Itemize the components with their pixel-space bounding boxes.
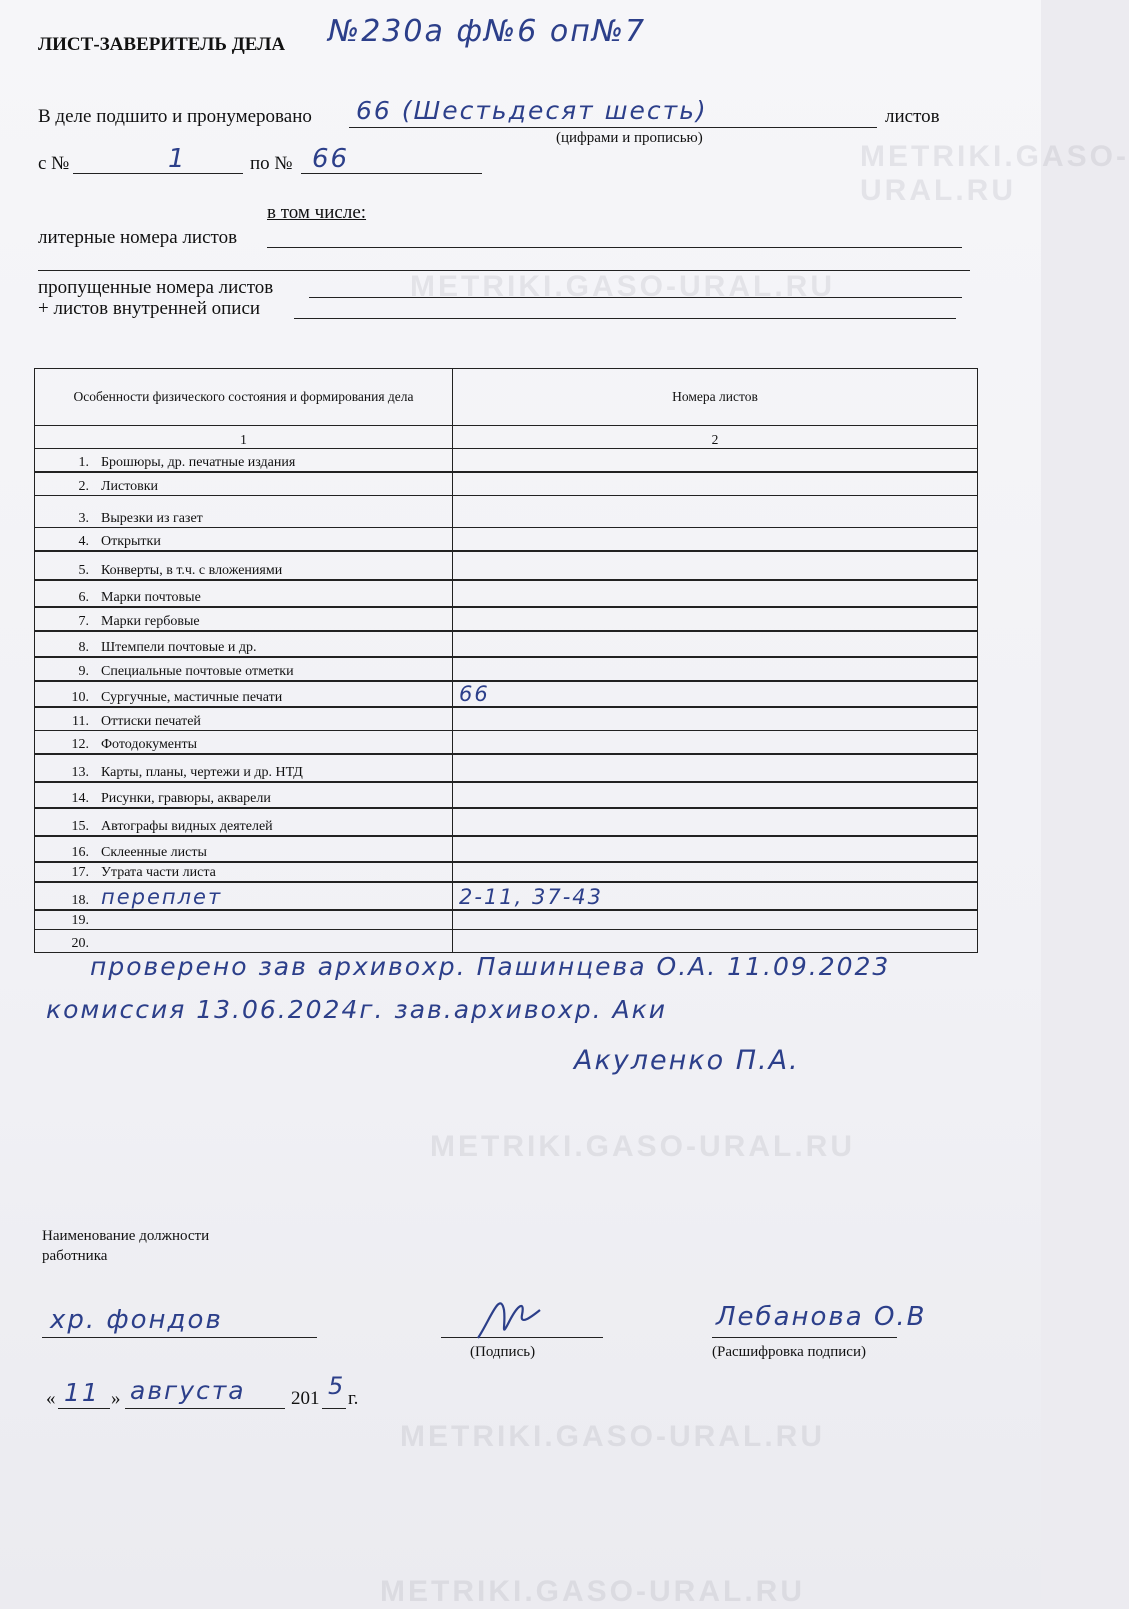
row-number: 3. [78, 511, 89, 526]
row-feature-cell [35, 657, 453, 681]
row-sheet-numbers-cell [453, 551, 978, 580]
row-label: Марки гербовые [101, 614, 200, 629]
row-label: Вырезки из газет [101, 511, 203, 526]
row-number: 2. [78, 479, 89, 494]
row-sheet-numbers-cell [453, 862, 978, 882]
column-header-sheet-numbers: Номера листов [453, 369, 978, 426]
row-sheet-numbers-cell [453, 580, 978, 607]
row-number: 18. [71, 893, 89, 908]
position-underline [42, 1337, 317, 1338]
row-feature-cell [35, 808, 453, 836]
sewn-underline [349, 127, 877, 128]
row-number: 5. [78, 563, 89, 578]
row-feature-cell [35, 754, 453, 782]
sewn-unit: листов [885, 106, 940, 127]
table-row [35, 681, 978, 707]
row-feature-cell [35, 472, 453, 496]
row-label: Открытки [101, 534, 161, 549]
row-number: 6. [78, 590, 89, 605]
row-sheet-numbers-cell [453, 882, 978, 910]
row-sheet-numbers: 2-11, 37-43 [459, 885, 604, 909]
row-number: 20. [71, 936, 89, 951]
note-checked: проверено зав архивохр. Пашинцева О.А. 11.09.2023 [90, 952, 891, 981]
range-to-label: по № [250, 153, 293, 174]
row-feature-cell [35, 862, 453, 882]
row-number: 17. [71, 865, 89, 880]
sewn-value: 66 (Шестьдесят шесть) [356, 96, 708, 125]
row-label: Карты, планы, чертежи и др. НТД [101, 765, 303, 780]
inner-inventory-underline [294, 318, 956, 319]
table-row [35, 580, 978, 607]
table-body [35, 449, 978, 953]
watermark: METRIKI.GASO-URAL.RU [410, 270, 835, 303]
column-number-2: 2 [453, 426, 978, 449]
position-value: хр. фондов [50, 1305, 223, 1335]
range-from-underline [73, 173, 243, 174]
row-feature-cell [35, 580, 453, 607]
row-number: 15. [71, 819, 89, 834]
range-to-value: 66 [312, 144, 350, 174]
decode-caption: (Расшифровка подписи) [712, 1344, 866, 1360]
table-row [35, 808, 978, 836]
row-label: Специальные почтовые отметки [101, 664, 294, 679]
row-label: Утрата части листа [101, 865, 216, 880]
table-row [35, 657, 978, 681]
row-feature-cell [35, 882, 453, 910]
date-day-underline [58, 1408, 110, 1409]
row-sheet-numbers-cell [453, 707, 978, 731]
sewn-hint: (цифрами и прописью) [556, 130, 703, 146]
letter-numbers-underline [267, 247, 962, 248]
table-row [35, 449, 978, 473]
date-year-underline [322, 1408, 346, 1409]
row-number: 16. [71, 845, 89, 860]
row-number: 13. [71, 765, 89, 780]
row-sheet-numbers-cell [453, 607, 978, 631]
row-sheet-numbers-cell [453, 528, 978, 552]
row-label: Сургучные, мастичные печати [101, 690, 283, 705]
row-label: Штемпели почтовые и др. [101, 640, 257, 655]
note-commission: комиссия 13.06.2024г. зав.архивохр. Аки [46, 995, 667, 1024]
row-label: Фотодокументы [101, 737, 198, 752]
row-label: Оттиски печатей [101, 714, 201, 729]
row-number: 9. [78, 664, 89, 679]
table-row [35, 528, 978, 552]
range-from-label: с № [38, 153, 70, 174]
position-label-2: работника [42, 1248, 108, 1264]
decode-underline [712, 1337, 897, 1338]
date-day: 11 [64, 1378, 100, 1407]
row-sheet-numbers-cell [453, 782, 978, 808]
table-row [35, 930, 978, 953]
row-label: Рисунки, гравюры, акварели [101, 791, 271, 806]
row-number: 14. [71, 791, 89, 806]
row-sheet-numbers-cell [453, 657, 978, 681]
row-sheet-numbers-cell [453, 472, 978, 496]
table-row [35, 862, 978, 882]
handwritten-case-number: №230а ф№6 оп№7 [328, 14, 647, 49]
letter-numbers-underline-2 [38, 270, 970, 271]
row-feature-cell [35, 449, 453, 473]
letter-numbers-label: литерные номера листов [38, 227, 238, 248]
row-sheet-numbers: 66 [459, 682, 490, 706]
row-number: 7. [78, 614, 89, 629]
document-title: ЛИСТ-ЗАВЕРИТЕЛЬ ДЕЛА [38, 34, 286, 55]
including-label: в том числе: [267, 202, 367, 223]
row-feature-cell [35, 910, 453, 930]
date-year-prefix: 201 [291, 1388, 320, 1409]
row-feature-cell [35, 782, 453, 808]
signature-caption: (Подпись) [470, 1344, 536, 1360]
decode-value: Лебанова О.В [716, 1302, 927, 1332]
table-row [35, 496, 978, 528]
physical-condition-table [34, 368, 978, 953]
watermark: METRIKI.GASO-URAL.RU [430, 1130, 855, 1163]
note-commission-name: Акуленко П.А. [574, 1045, 800, 1076]
row-feature-cell [35, 551, 453, 580]
date-month: августа [130, 1376, 246, 1405]
skipped-numbers-underline [309, 297, 962, 298]
row-feature-cell [35, 607, 453, 631]
watermark: METRIKI.GASO-URAL.RU [380, 1575, 805, 1608]
date-month-underline [125, 1408, 285, 1409]
row-sheet-numbers-cell [453, 449, 978, 473]
table-row [35, 754, 978, 782]
row-number: 1. [78, 455, 89, 470]
row-label: Склеенные листы [101, 845, 207, 860]
date-year-suffix: 5 [328, 1372, 346, 1400]
row-label: Марки почтовые [101, 590, 201, 605]
position-label: Наименование должности [42, 1228, 210, 1244]
table-row [35, 836, 978, 862]
row-label: Брошюры, др. печатные издания [101, 455, 296, 470]
date-year-unit: г. [348, 1388, 359, 1409]
row-number: 10. [71, 690, 89, 705]
watermark: METRIKI.GASO-URAL.RU [860, 140, 1129, 207]
signature-mark-icon [470, 1280, 550, 1350]
column-header-features: Особенности физического состояния и формирования дела [35, 369, 453, 426]
row-label: переплет [101, 885, 223, 909]
row-feature-cell [35, 836, 453, 862]
row-feature-cell [35, 631, 453, 657]
row-label: Конверты, в т.ч. с вложениями [101, 563, 283, 578]
skipped-numbers-label: пропущенные номера листов [38, 277, 274, 298]
row-number: 19. [71, 913, 89, 928]
table-row [35, 707, 978, 731]
row-sheet-numbers-cell [453, 930, 978, 953]
row-number: 11. [72, 714, 89, 729]
row-feature-cell [35, 528, 453, 552]
table-row [35, 910, 978, 930]
row-number: 8. [78, 640, 89, 655]
watermark: METRIKI.GASO-URAL.RU [400, 1420, 825, 1453]
row-sheet-numbers-cell [453, 631, 978, 657]
row-sheet-numbers-cell [453, 496, 978, 528]
table-row [35, 731, 978, 755]
row-sheet-numbers-cell [453, 910, 978, 930]
table-row [35, 631, 978, 657]
sewn-label: В деле подшито и пронумеровано [38, 106, 312, 127]
row-feature-cell [35, 731, 453, 755]
table-row [35, 551, 978, 580]
table-row [35, 472, 978, 496]
inner-inventory-label: + листов внутренней описи [38, 298, 261, 319]
row-sheet-numbers-cell [453, 754, 978, 782]
row-sheet-numbers-cell [453, 731, 978, 755]
row-sheet-numbers-cell [453, 681, 978, 707]
row-label: Автографы видных деятелей [101, 819, 273, 834]
row-feature-cell [35, 707, 453, 731]
row-label: Листовки [101, 479, 159, 494]
row-number: 12. [71, 737, 89, 752]
row-feature-cell [35, 681, 453, 707]
table-row [35, 882, 978, 910]
row-sheet-numbers-cell [453, 808, 978, 836]
column-number-1: 1 [35, 426, 453, 449]
range-from-value: 1 [168, 144, 187, 174]
table-row [35, 782, 978, 808]
table-row [35, 607, 978, 631]
date-close-quote: » [111, 1388, 121, 1409]
row-sheet-numbers-cell [453, 836, 978, 862]
row-number: 4. [78, 534, 89, 549]
row-feature-cell [35, 496, 453, 528]
date-open-quote: « [46, 1388, 56, 1409]
row-feature-cell [35, 930, 453, 953]
